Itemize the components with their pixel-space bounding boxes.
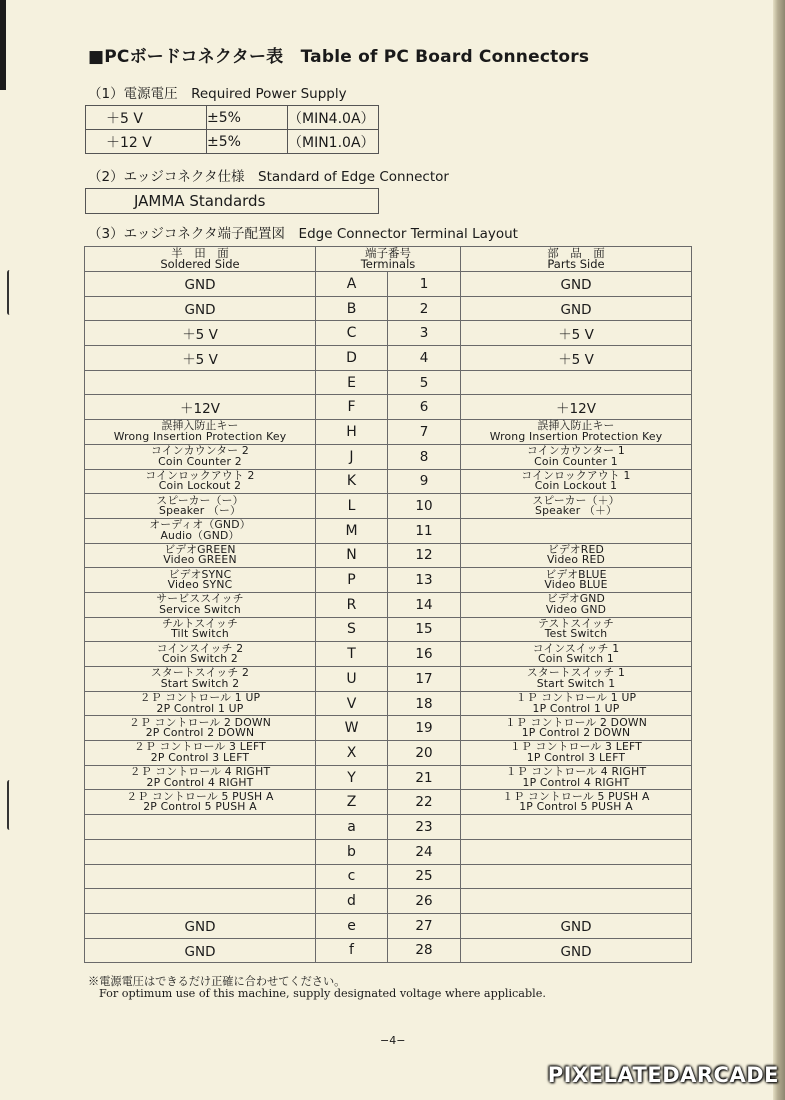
terminal-letter: W bbox=[316, 716, 388, 741]
solder-cell bbox=[85, 642, 316, 667]
tolerance: ±5% bbox=[207, 130, 288, 154]
solder-label-en: Coin Counter 2 bbox=[158, 454, 242, 468]
header-solder-jp: 半 田 面 bbox=[171, 246, 229, 260]
terminal-letter: N bbox=[316, 543, 388, 568]
solder-label-jp: コインカウンター 2 bbox=[151, 444, 249, 458]
solder-label-en: 2P Control 3 LEFT bbox=[150, 750, 250, 764]
parts-label-en: Wrong Insertion Protection Key bbox=[489, 429, 663, 443]
terminal-number: 24 bbox=[388, 839, 461, 864]
solder-label-jp: オーディオ（GND） bbox=[149, 518, 251, 532]
parts-label-en: 1P Control 2 DOWN bbox=[521, 726, 631, 740]
tolerance: ±5% bbox=[207, 106, 288, 130]
parts-label-en: Speaker （＋） bbox=[535, 504, 617, 518]
power-heading: （1）電源電圧 Required Power Supply bbox=[88, 86, 347, 102]
terminal-letter: X bbox=[316, 741, 388, 766]
table-row bbox=[85, 765, 692, 790]
solder-label-jp: スタートスイッチ 2 bbox=[150, 666, 250, 680]
parts-cell bbox=[461, 790, 692, 815]
parts-label-en: Start Switch 1 bbox=[536, 676, 616, 690]
binder-hole-mark bbox=[7, 780, 12, 830]
terminal-number: 5 bbox=[388, 370, 461, 395]
solder-label-jp: ビデオGREEN bbox=[164, 542, 236, 556]
terminal-letter: S bbox=[316, 617, 388, 642]
parts-label: ＋5 V bbox=[558, 351, 594, 368]
edge-standard-box bbox=[85, 188, 379, 214]
parts-label-en: 1P Control 3 LEFT bbox=[526, 750, 626, 764]
parts-label-jp: コインカウンター 1 bbox=[527, 444, 625, 458]
parts-cell bbox=[461, 370, 692, 395]
parts-cell bbox=[461, 543, 692, 568]
terminal-number: 11 bbox=[388, 518, 461, 543]
parts-label-en: Coin Switch 1 bbox=[537, 652, 615, 666]
solder-cell bbox=[85, 494, 316, 519]
terminal-letter: K bbox=[316, 469, 388, 494]
binding-edge bbox=[0, 0, 6, 90]
parts-label-jp: 誤挿入防止キー bbox=[537, 419, 615, 433]
solder-label-jp: ２Ｐ コントロール 5 PUSH A bbox=[126, 789, 274, 803]
solder-cell bbox=[85, 272, 316, 297]
solder-label-jp: チルトスイッチ bbox=[162, 616, 238, 630]
terminal-letter: P bbox=[316, 568, 388, 593]
parts-cell bbox=[461, 617, 692, 642]
parts-label-jp: テストスイッチ bbox=[537, 616, 614, 630]
table-row bbox=[85, 543, 692, 568]
terminal-number: 17 bbox=[388, 667, 461, 692]
page-title: ■PCボードコネクター表 Table of PC Board Connectors bbox=[88, 47, 590, 67]
parts-label-jp: ビデオRED bbox=[547, 542, 604, 556]
table-row bbox=[85, 642, 692, 667]
solder-cell bbox=[85, 864, 316, 889]
solder-cell bbox=[85, 543, 316, 568]
parts-cell bbox=[461, 864, 692, 889]
solder-label-en: 2P Control 1 UP bbox=[156, 701, 244, 715]
terminal-letter: V bbox=[316, 691, 388, 716]
parts-cell bbox=[461, 592, 692, 617]
solder-label-jp: コインロックアウト 2 bbox=[145, 468, 255, 482]
solder-cell bbox=[85, 370, 316, 395]
parts-label: GND bbox=[560, 919, 592, 936]
solder-label-en: Coin Switch 2 bbox=[161, 652, 239, 666]
terminal-letter: b bbox=[316, 839, 388, 864]
terminal-number: 25 bbox=[388, 864, 461, 889]
parts-cell bbox=[461, 741, 692, 766]
parts-label: GND bbox=[560, 277, 592, 294]
parts-cell bbox=[461, 444, 692, 469]
terminal-letter: T bbox=[316, 642, 388, 667]
solder-label-en: Coin Lockout 2 bbox=[158, 479, 242, 493]
voltage: ＋12 V bbox=[86, 130, 207, 154]
solder-cell bbox=[85, 592, 316, 617]
solder-cell bbox=[85, 913, 316, 938]
terminal-number: 2 bbox=[388, 296, 461, 321]
parts-cell bbox=[461, 395, 692, 420]
solder-label-en: 2P Control 2 DOWN bbox=[145, 726, 255, 740]
voltage: ＋5 V bbox=[86, 106, 207, 130]
edge-heading: （2）エッジコネクタ仕様 Standard of Edge Connector bbox=[88, 169, 449, 185]
terminal-number: 28 bbox=[388, 938, 461, 963]
header-solder-en: Soldered Side bbox=[160, 257, 240, 271]
solder-label-en: Speaker （ー） bbox=[159, 504, 241, 518]
terminal-letter: c bbox=[316, 864, 388, 889]
table-row bbox=[85, 815, 692, 840]
min-current: （MIN4.0A） bbox=[288, 106, 379, 130]
terminal-number: 10 bbox=[388, 494, 461, 519]
solder-cell bbox=[85, 469, 316, 494]
parts-label-en: Video RED bbox=[546, 553, 606, 567]
footnote-jp: ※電源電圧はできるだけ正確に合わせてください。 bbox=[88, 975, 346, 988]
solder-label: ＋12V bbox=[180, 401, 220, 418]
solder-cell bbox=[85, 444, 316, 469]
table-row bbox=[85, 716, 692, 741]
table-row bbox=[85, 913, 692, 938]
terminal-number: 12 bbox=[388, 543, 461, 568]
parts-cell bbox=[461, 815, 692, 840]
solder-cell bbox=[85, 691, 316, 716]
terminal-letter: A bbox=[316, 272, 388, 297]
table-row bbox=[85, 592, 692, 617]
table-row bbox=[85, 346, 692, 371]
parts-label-jp: ビデオBLUE bbox=[545, 567, 607, 581]
header-parts-jp: 部 品 面 bbox=[547, 246, 605, 260]
parts-cell bbox=[461, 272, 692, 297]
terminal-letter: L bbox=[316, 494, 388, 519]
parts-cell bbox=[461, 667, 692, 692]
page-number: −4− bbox=[380, 1034, 406, 1047]
table-row bbox=[85, 494, 692, 519]
solder-label-en: Service Switch bbox=[159, 602, 241, 616]
solder-label: ＋5 V bbox=[182, 327, 218, 344]
parts-label: ＋12V bbox=[556, 401, 596, 418]
solder-label-jp: サービススイッチ bbox=[156, 592, 244, 606]
parts-label-jp: １Ｐ コントロール 2 DOWN bbox=[504, 715, 648, 729]
solder-cell bbox=[85, 346, 316, 371]
solder-label: GND bbox=[184, 943, 216, 960]
parts-label-en: Coin Lockout 1 bbox=[534, 479, 618, 493]
parts-cell bbox=[461, 913, 692, 938]
table-row bbox=[85, 568, 692, 593]
table-row bbox=[85, 691, 692, 716]
binder-hole-mark bbox=[7, 270, 12, 315]
terminal-number: 1 bbox=[388, 272, 461, 297]
terminal-number: 26 bbox=[388, 889, 461, 914]
parts-label-jp: ビデオGND bbox=[546, 592, 606, 606]
table-row bbox=[85, 741, 692, 766]
solder-cell bbox=[85, 716, 316, 741]
min-current: （MIN1.0A） bbox=[288, 130, 379, 154]
parts-label: GND bbox=[560, 302, 592, 319]
parts-label-jp: スピーカー（＋） bbox=[532, 493, 620, 507]
terminal-number: 23 bbox=[388, 815, 461, 840]
table-row bbox=[85, 296, 692, 321]
solder-label-jp: ビデオSYNC bbox=[168, 567, 232, 581]
header-soldered-side bbox=[85, 247, 316, 272]
parts-cell bbox=[461, 518, 692, 543]
parts-cell bbox=[461, 346, 692, 371]
parts-label-jp: １Ｐ コントロール 1 UP bbox=[515, 691, 637, 705]
terminal-number: 13 bbox=[388, 568, 461, 593]
parts-cell bbox=[461, 765, 692, 790]
solder-label-jp: ２Ｐ コントロール 1 UP bbox=[139, 691, 261, 705]
solder-label-en: Wrong Insertion Protection Key bbox=[113, 429, 287, 443]
terminal-number: 7 bbox=[388, 420, 461, 445]
terminal-number: 9 bbox=[388, 469, 461, 494]
terminal-number: 19 bbox=[388, 716, 461, 741]
power-row bbox=[86, 106, 379, 130]
parts-label-en: 1P Control 4 RIGHT bbox=[522, 775, 630, 789]
table-row bbox=[85, 864, 692, 889]
parts-label-en: Coin Counter 1 bbox=[534, 454, 618, 468]
parts-label-jp: コインロックアウト 1 bbox=[521, 468, 631, 482]
terminal-number: 20 bbox=[388, 741, 461, 766]
parts-cell bbox=[461, 716, 692, 741]
terminal-number: 3 bbox=[388, 321, 461, 346]
terminal-number: 14 bbox=[388, 592, 461, 617]
terminal-number: 15 bbox=[388, 617, 461, 642]
parts-cell bbox=[461, 568, 692, 593]
solder-cell bbox=[85, 765, 316, 790]
terminal-letter: C bbox=[316, 321, 388, 346]
solder-label-en: Start Switch 2 bbox=[160, 676, 240, 690]
solder-cell bbox=[85, 321, 316, 346]
edge-standard-value: JAMMA Standards bbox=[134, 192, 266, 210]
parts-label: ＋5 V bbox=[558, 327, 594, 344]
terminal-number: 8 bbox=[388, 444, 461, 469]
parts-cell bbox=[461, 889, 692, 914]
page-edge-shadow bbox=[773, 0, 785, 1100]
solder-cell bbox=[85, 617, 316, 642]
table-row bbox=[85, 321, 692, 346]
solder-cell bbox=[85, 815, 316, 840]
parts-label-jp: １Ｐ コントロール 4 RIGHT bbox=[505, 765, 647, 779]
table-header-row bbox=[85, 247, 692, 272]
solder-label-en: 2P Control 5 PUSH A bbox=[143, 800, 257, 814]
terminal-number: 27 bbox=[388, 913, 461, 938]
table-row bbox=[85, 518, 692, 543]
parts-cell bbox=[461, 321, 692, 346]
solder-cell bbox=[85, 889, 316, 914]
table-row bbox=[85, 790, 692, 815]
parts-cell bbox=[461, 642, 692, 667]
solder-cell bbox=[85, 839, 316, 864]
solder-label-en: Audio（GND） bbox=[160, 528, 240, 542]
terminal-letter: M bbox=[316, 518, 388, 543]
solder-label-en: Video SYNC bbox=[167, 578, 233, 592]
terminal-number: 22 bbox=[388, 790, 461, 815]
terminal-letter: H bbox=[316, 420, 388, 445]
table-row bbox=[85, 420, 692, 445]
terminal-layout-table bbox=[84, 246, 692, 963]
solder-cell bbox=[85, 420, 316, 445]
terminal-letter: Z bbox=[316, 790, 388, 815]
parts-cell bbox=[461, 691, 692, 716]
header-parts-en: Parts Side bbox=[547, 257, 605, 271]
terminal-letter: a bbox=[316, 815, 388, 840]
parts-cell bbox=[461, 469, 692, 494]
footnote-en: For optimum use of this machine, supply designated voltage where applicable. bbox=[99, 987, 546, 1000]
table-row bbox=[85, 617, 692, 642]
parts-cell bbox=[461, 296, 692, 321]
solder-label-en: Video GREEN bbox=[163, 553, 237, 567]
power-table bbox=[85, 105, 379, 154]
parts-label-en: Video BLUE bbox=[544, 578, 608, 592]
solder-label: GND bbox=[184, 277, 216, 294]
table-row bbox=[85, 272, 692, 297]
layout-heading: （3）エッジコネクタ端子配置図 Edge Connector Terminal Layout bbox=[88, 226, 518, 242]
parts-label-en: 1P Control 5 PUSH A bbox=[519, 800, 633, 814]
terminal-number: 18 bbox=[388, 691, 461, 716]
terminal-number: 16 bbox=[388, 642, 461, 667]
parts-cell bbox=[461, 494, 692, 519]
parts-label-en: Test Switch bbox=[544, 627, 608, 641]
header-term-en: Terminals bbox=[360, 257, 416, 271]
parts-label-jp: １Ｐ コントロール 3 LEFT bbox=[510, 740, 642, 754]
solder-label-en: 2P Control 4 RIGHT bbox=[146, 775, 254, 789]
header-term-jp: 端子番号 bbox=[365, 246, 411, 260]
parts-cell bbox=[461, 938, 692, 963]
terminal-number: 21 bbox=[388, 765, 461, 790]
solder-label-jp: スピーカー（ー） bbox=[156, 493, 244, 507]
parts-cell bbox=[461, 420, 692, 445]
solder-label-jp: ２Ｐ コントロール 4 RIGHT bbox=[129, 765, 271, 779]
solder-label-jp: ２Ｐ コントロール 3 LEFT bbox=[134, 740, 266, 754]
table-row bbox=[85, 444, 692, 469]
parts-label: GND bbox=[560, 943, 592, 960]
parts-label-en: 1P Control 1 UP bbox=[532, 701, 620, 715]
table-row bbox=[85, 889, 692, 914]
power-row bbox=[86, 130, 379, 154]
terminal-letter: E bbox=[316, 370, 388, 395]
solder-label-jp: コインスイッチ 2 bbox=[156, 641, 244, 655]
solder-cell bbox=[85, 518, 316, 543]
solder-label: ＋5 V bbox=[182, 351, 218, 368]
terminal-letter: U bbox=[316, 667, 388, 692]
terminal-letter: F bbox=[316, 395, 388, 420]
terminal-letter: J bbox=[316, 444, 388, 469]
header-terminals bbox=[316, 247, 461, 272]
solder-label: GND bbox=[184, 302, 216, 319]
table-row bbox=[85, 370, 692, 395]
solder-cell bbox=[85, 938, 316, 963]
solder-cell bbox=[85, 741, 316, 766]
table-row bbox=[85, 667, 692, 692]
terminal-letter: D bbox=[316, 346, 388, 371]
table-row bbox=[85, 839, 692, 864]
terminal-letter: f bbox=[316, 938, 388, 963]
solder-label: GND bbox=[184, 919, 216, 936]
parts-label-jp: コインスイッチ 1 bbox=[532, 641, 620, 655]
terminal-number: 6 bbox=[388, 395, 461, 420]
parts-label-jp: スタートスイッチ 1 bbox=[526, 666, 626, 680]
parts-label-jp: １Ｐ コントロール 5 PUSH A bbox=[502, 789, 650, 803]
terminal-letter: B bbox=[316, 296, 388, 321]
solder-cell bbox=[85, 790, 316, 815]
terminal-number: 4 bbox=[388, 346, 461, 371]
solder-cell bbox=[85, 296, 316, 321]
solder-cell bbox=[85, 667, 316, 692]
table-row bbox=[85, 469, 692, 494]
terminal-letter: Y bbox=[316, 765, 388, 790]
table-row bbox=[85, 395, 692, 420]
terminal-letter: e bbox=[316, 913, 388, 938]
table-row bbox=[85, 938, 692, 963]
parts-cell bbox=[461, 839, 692, 864]
parts-label-en: Video GND bbox=[545, 602, 607, 616]
header-parts-side bbox=[461, 247, 692, 272]
solder-label-jp: 誤挿入防止キー bbox=[161, 419, 239, 433]
terminal-letter: d bbox=[316, 889, 388, 914]
solder-cell bbox=[85, 395, 316, 420]
watermark-logo: PIXELATEDARCADE bbox=[547, 1063, 779, 1087]
solder-label-en: Tilt Switch bbox=[171, 627, 229, 641]
solder-cell bbox=[85, 568, 316, 593]
solder-label-jp: ２Ｐ コントロール 2 DOWN bbox=[128, 715, 272, 729]
terminal-letter: R bbox=[316, 592, 388, 617]
